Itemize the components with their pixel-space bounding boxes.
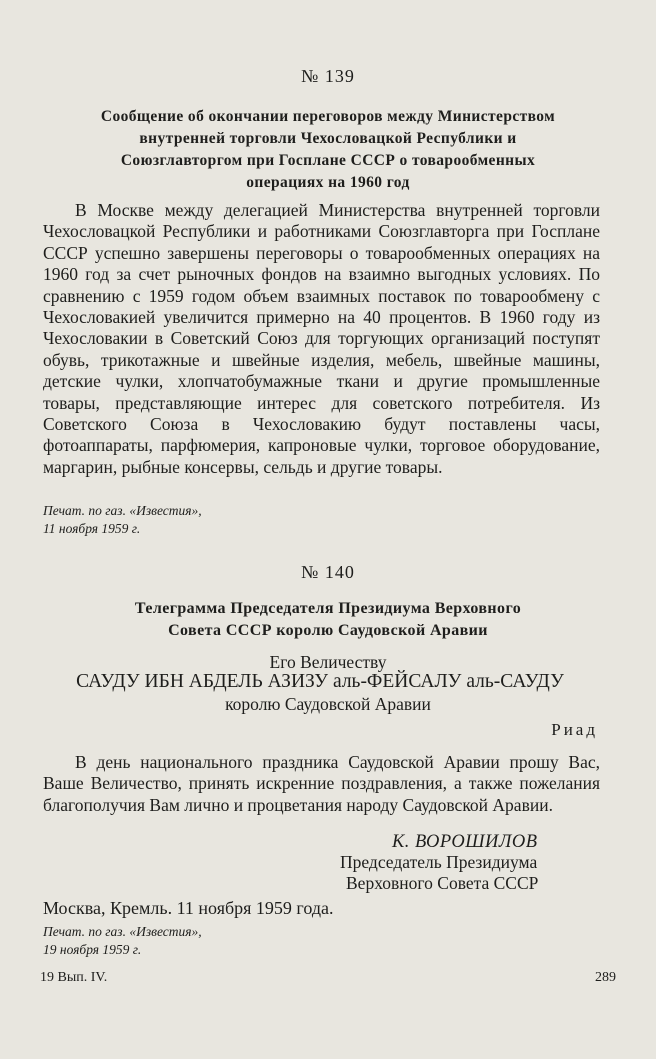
- document-139-heading: [48, 106, 608, 194]
- document-140-heading: [48, 598, 608, 642]
- place-date-line: Москва, Кремль. 11 ноября 1959 года.: [43, 898, 334, 918]
- document-number-140: № 140: [301, 562, 355, 582]
- document-139-source: [43, 502, 443, 538]
- addressee-name: САУДУ ИБН АБДЕЛЬ АЗИЗУ аль-ФЕЙСАЛУ аль-САУДУ: [76, 671, 564, 692]
- document-140-source: [43, 923, 443, 959]
- signature-mark: 19 Вып. IV.: [40, 970, 108, 985]
- heading-line: Сообщение об окончании переговоров между Министерством: [100, 108, 556, 125]
- body-paragraph: В день национального праздника Саудовской Аравии прошу Вас, Ваше Величество, принять искренние поздравления, а также пожелания благополучия Вам лично и процветания народу Саудовской Аравии.: [43, 752, 600, 815]
- heading-line: Совета СССР королю Саудовской Аравии: [168, 622, 488, 639]
- signature-title: Верховного Совета СССР: [346, 873, 539, 893]
- document-number-139: № 139: [301, 66, 355, 86]
- source-line: 19 ноября 1959 г.: [43, 942, 142, 957]
- salutation-line: Его Величеству: [269, 652, 387, 672]
- signature-title: Председатель Президиума: [340, 852, 538, 872]
- source-line: 11 ноября 1959 г.: [43, 521, 141, 536]
- page-number: 289: [595, 970, 616, 985]
- heading-line: Союзглавторгом при Госплане СССР о товарообменных: [120, 152, 536, 169]
- signature-name: К. ВОРОШИЛОВ: [392, 832, 538, 852]
- document-139-body: [43, 200, 600, 478]
- heading-line: Телеграмма Председателя Президиума Верховного: [134, 600, 522, 617]
- heading-line: операциях на 1960 год: [246, 174, 410, 191]
- source-line: Печат. по газ. «Известия»,: [43, 924, 202, 939]
- place-name: Риад: [551, 720, 598, 739]
- source-line: Печат. по газ. «Известия»,: [43, 503, 202, 518]
- document-140-body: [43, 752, 600, 816]
- heading-line: внутренней торговли Чехословацкой Республики и: [139, 130, 517, 147]
- addressee-title: королю Саудовской Аравии: [225, 694, 431, 714]
- body-paragraph: В Москве между делегацией Министерства внутренней торговли Чехословацкой Республики и работниками Союзглавторга при Госплане СССР успешно завершены переговоры о товарообменных операциях на 1960 год за счет рыночных фондов на взаимно выгодных условиях. По сравнению с 1959 годом объем взаимных поставок по товарообмену с Чехословакией увеличится примерно на 40 процентов. В 1960 году из Чехословакии в Советский Союз для торгующих организаций поступят обувь, трикотажные и швейные изделия, мебель, швейные машины, детские чулки, хлопчатобумажные ткани и другие промышленные товары, представляющие интерес для советского потребителя. Из Советского Союза в Чехословакию будут поставлены часы, фотоаппараты, парфюмерия, капроновые чулки, торговое оборудование, маргарин, рыбные консервы, сельдь и другие товары.: [43, 200, 600, 477]
